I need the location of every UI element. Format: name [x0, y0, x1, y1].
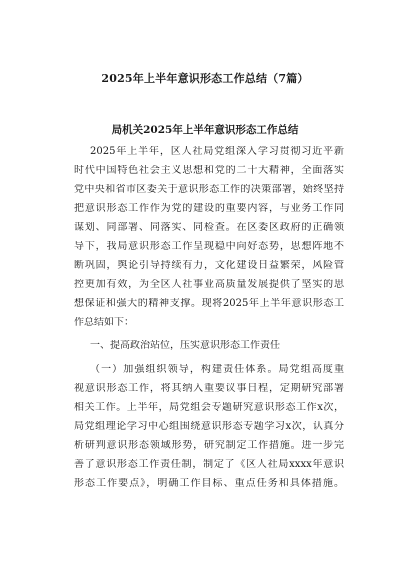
paragraph-line: 2025年上半年，区人社局党组深入学习贯彻习近平新 [90, 146, 344, 157]
paragraph-line: 相关工作。上半年，局党组会专题研究意识形态工作x次， [74, 402, 344, 413]
paragraph-line: 把意识形态工作作为党的建设的重要内容，与业务工作同 [74, 203, 344, 214]
heading-line: 一、提高政治站位，压实意识形态工作责任 [90, 340, 280, 351]
paragraph-line: 时代中国特色社会主义思想和党的二十大精神，全面落实 [74, 165, 344, 176]
paragraph-line: 形态工作要点》，明确工作目标、重点任务和具体措施。 [74, 478, 344, 489]
paragraph-line: 谋划、同部署、同落实、同检查。在区委区政府的正确领 [74, 222, 344, 233]
paragraph-line: 导下，我局意识形态工作呈现稳中向好态势，思想阵地不 [74, 241, 344, 252]
paragraph-line: 作总结如下： [74, 317, 134, 328]
document-title: 2025年上半年意识形态工作总结（7篇） [101, 72, 309, 85]
paragraph-line: 想保证和强大的精神支撑。现将2025年上半年意识形态工 [74, 298, 344, 309]
paragraph-line: 善了意识形态工作责任制，制定了《区人社局xxxx年意识 [74, 459, 344, 470]
paragraph-line: （一）加强组织领导，构建责任体系。局党组高度重 [90, 364, 344, 375]
paragraph-line: 析研判意识形态领域形势，研究制定工作措施。进一步完 [74, 440, 344, 451]
paragraph-line: 断巩固，舆论引导持续有力，文化建设日益繁荣，风险管 [74, 260, 344, 271]
paragraph-line: 控更加有效，为全区人社事业高质量发展提供了坚实的思 [74, 279, 344, 290]
paragraph-line: 局党组理论学习中心组围绕意识形态专题学习x次，认真分 [74, 421, 344, 432]
paragraph-line: 视意识形态工作，将其纳入重要议事日程，定期研究部署 [74, 383, 344, 394]
paragraph-line: 党中央和省市区委关于意识形态工作的决策部署，始终坚持 [74, 184, 344, 195]
section-title: 局机关2025年上半年意识形态工作总结 [111, 124, 299, 136]
